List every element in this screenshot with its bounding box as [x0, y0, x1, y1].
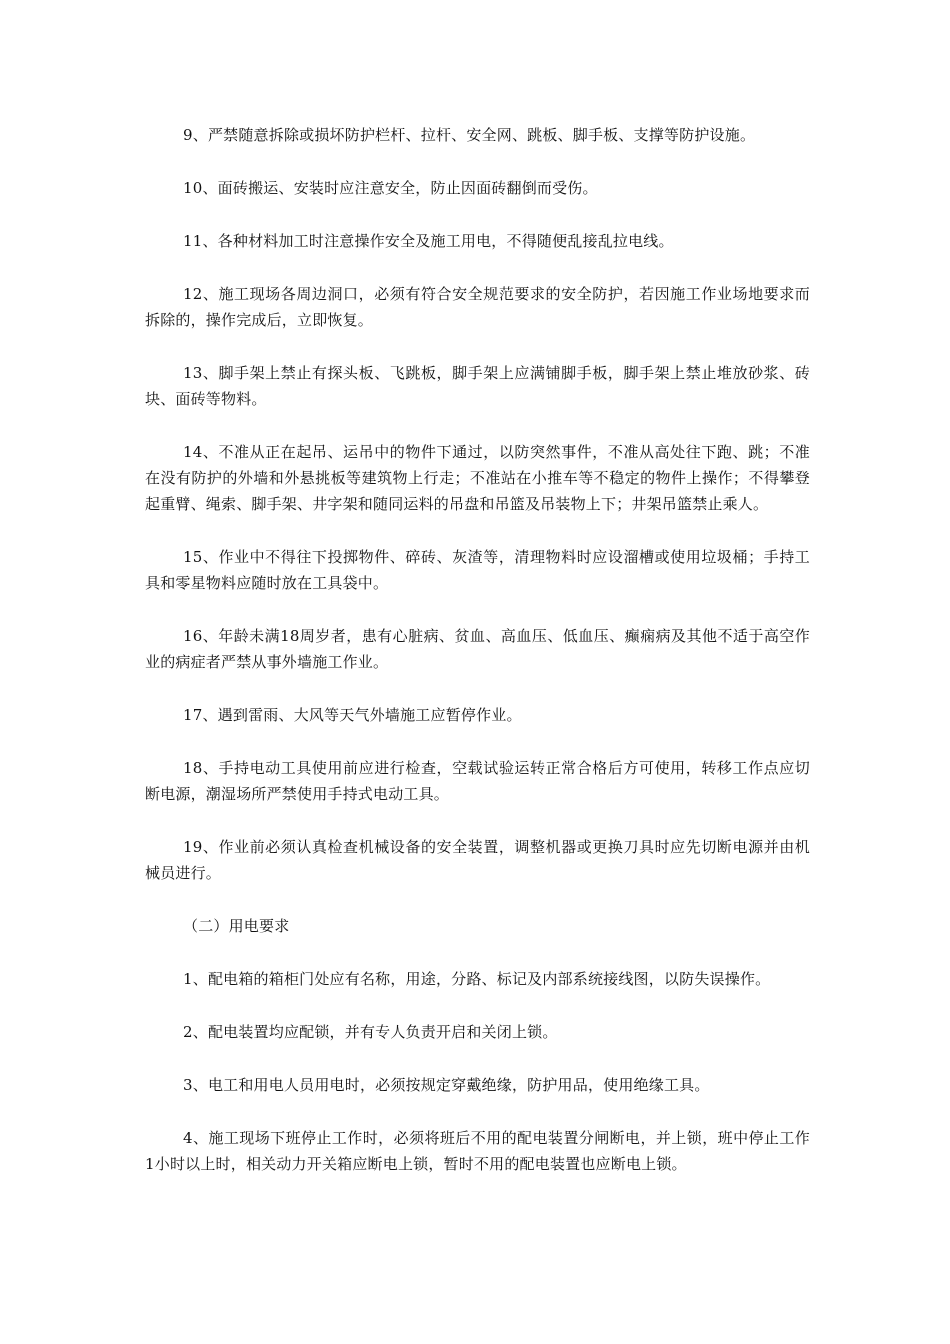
paragraph-item-12: 12、施工现场各周边洞口，必须有符合安全规范要求的安全防护，若因施工作业场地要求而拆除的，操作完成后，立即恢复。 [145, 285, 810, 329]
paragraph-item-14: 14、不准从正在起吊、运吊中的物件下通过，以防突然事件，不准从高处往下跑、跳；不准在没有防护的外墙和外悬挑板等建筑物上行走；不准站在小推车等不稳定的物件上操作；不得攀登起重臂、绳索、脚手架、井字架和随同运料的吊盘和吊篮及吊装物上下；井架吊篮禁止乘人。 [145, 443, 810, 513]
paragraph-electric-1: 1、配电箱的箱柜门处应有名称，用途，分路、标记及内部系统接线图，以防失误操作。 [183, 970, 771, 988]
paragraph-item-15: 15、作业中不得往下投掷物件、碎砖、灰渣等，清理物料时应设溜槽或使用垃圾桶；手持工具和零星物料应随时放在工具袋中。 [145, 548, 810, 592]
section-heading-electricity: （二）用电要求 [183, 917, 290, 935]
document-body [145, 122, 810, 1204]
paragraph-electric-4: 4、施工现场下班停止工作时，必须将班后不用的配电装置分闸断电，并上锁，班中停止工作1小时以上时，相关动力开关箱应断电上锁，暂时不用的配电装置也应断电上锁。 [145, 1129, 810, 1173]
paragraph-item-9: 9、严禁随意拆除或损坏防护栏杆、拉杆、安全网、跳板、脚手板、支撑等防护设施。 [183, 126, 756, 144]
paragraph-item-17: 17、遇到雷雨、大风等天气外墙施工应暂停作业。 [183, 706, 522, 724]
paragraph-electric-2: 2、配电装置均应配锁，并有专人负责开启和关闭上锁。 [183, 1023, 558, 1041]
paragraph-item-16: 16、年龄未满18周岁者，患有心脏病、贫血、高血压、低血压、癫痫病及其他不适于高空作业的病症者严禁从事外墙施工作业。 [145, 627, 810, 671]
paragraph-item-18: 18、手持电动工具使用前应进行检查，空载试验运转正常合格后方可使用，转移工作点应切断电源，潮湿场所严禁使用手持式电动工具。 [145, 759, 810, 803]
paragraph-item-19: 19、作业前必须认真检查机械设备的安全装置，调整机器或更换刀具时应先切断电源并由机械员进行。 [145, 838, 810, 882]
paragraph-item-10: 10、面砖搬运、安装时应注意安全，防止因面砖翻倒而受伤。 [183, 179, 598, 197]
paragraph-item-11: 11、各种材料加工时注意操作安全及施工用电，不得随便乱接乱拉电线。 [183, 232, 674, 250]
paragraph-item-13: 13、脚手架上禁止有探头板、飞跳板，脚手架上应满铺脚手板，脚手架上禁止堆放砂浆、砖块、面砖等物料。 [145, 364, 810, 408]
paragraph-electric-3: 3、电工和用电人员用电时，必须按规定穿戴绝缘，防护用品，使用绝缘工具。 [183, 1076, 710, 1094]
